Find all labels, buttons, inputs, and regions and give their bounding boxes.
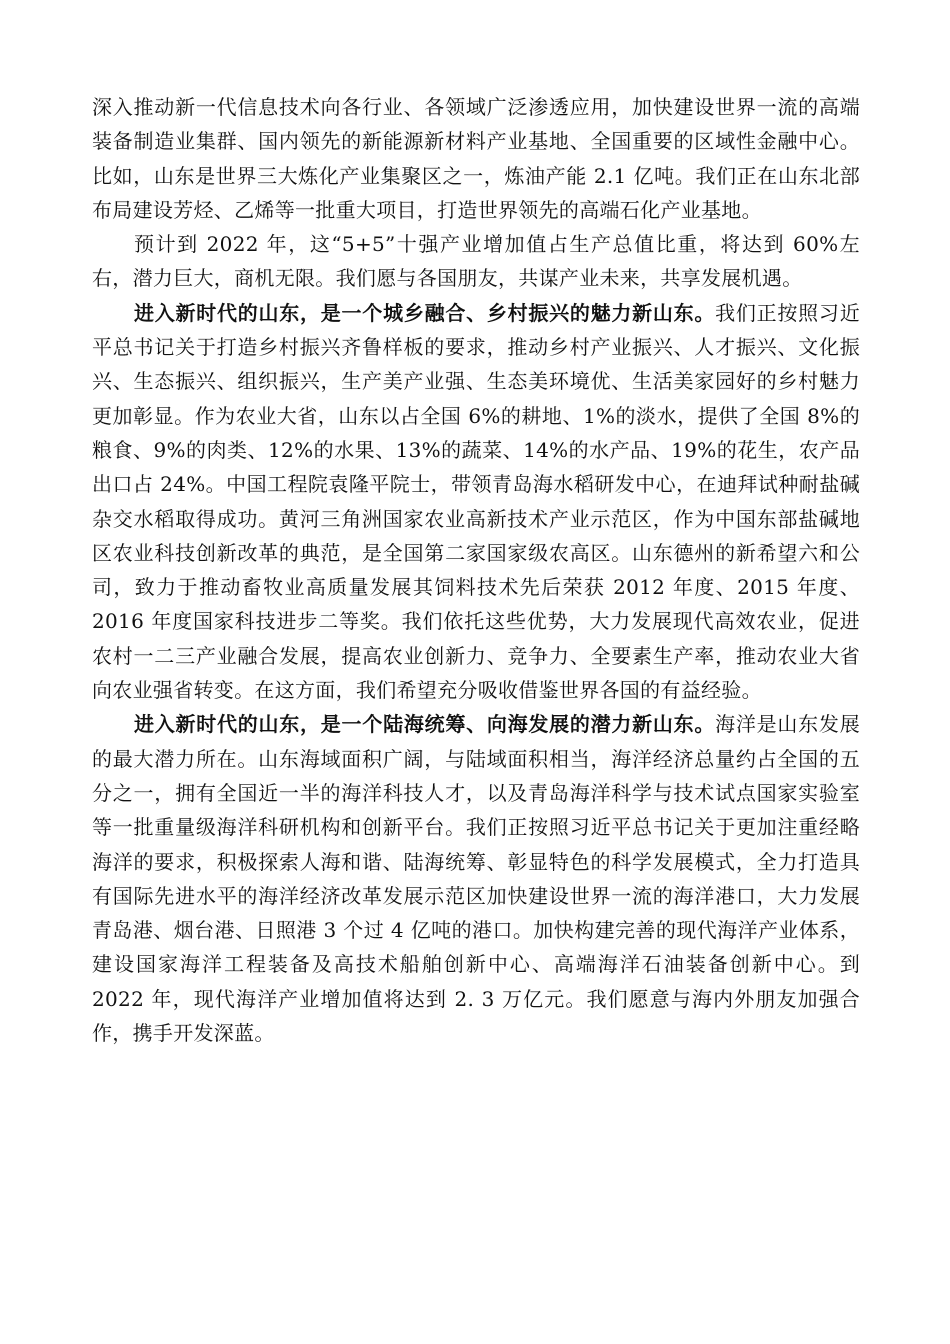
paragraph-text: 我们正按照习近平总书记关于打造乡村振兴齐鲁样板的要求，推动乡村产业振兴、人才振兴、文化振兴、生态振兴、组织振兴，生产美产业强、生态美环境优、生活美家园好的乡村魅力更加彰显。作为农业大省，山东以占全国 6%的耕地、1%的淡水，提供了全国 8%的粮食、9%的肉类、12%的水果、13%的蔬菜、14%的水产品、19%的花生，农产品出口占 24%。中国工程院袁隆平院士，带领青岛海水稻研发中心，在迪拜试种耐盐碱杂交水稻取得成功。黄河三角洲国家农业高新技术产业示范区，作为中国东部盐碱地区农业科技创新改革的典范，是全国第二家国家级农高区。山东德州的新希望六和公司，致力于推动畜牧业高质量发展其饲料技术先后荣获 2012 年度、2015 年度、2016 年度国家科技进步二等奖。我们依托这些优势，大力发展现代高效农业，促进农村一二三产业融合发展，提高农业创新力、竞争力、全要素生产率，推动农业大省向农业强省转变。在这方面，我们希望充分吸收借鉴世界各国的有益经验。 — [92, 300, 860, 703]
paragraph-lead-heading: 进入新时代的山东，是一个陆海统筹、向海发展的潜力新山东。 — [134, 712, 716, 737]
paragraph-rural-revitalization — [92, 296, 860, 708]
document-page — [92, 90, 860, 1050]
paragraph-text: 预计到 2022 年，这“5+5”十强产业增加值占生产总值比重，将达到 60%左右，潜力巨大，商机无限。我们愿与各国朋友，共谋产业未来，共享发展机遇。 — [92, 232, 860, 291]
paragraph-forecast — [92, 227, 860, 296]
paragraph-marine-development — [92, 707, 860, 1050]
paragraph-text: 深入推动新一代信息技术向各行业、各领域广泛渗透应用，加快建设世界一流的高端装备制造业集群、国内领先的新能源新材料产业基地、全国重要的区域性金融中心。比如，山东是世界三大炼化产业集聚区之一，炼油产能 2.1 亿吨。我们正在山东北部布局建设芳烃、乙烯等一批重大项目，打造世界领先的高端石化产业基地。 — [92, 95, 860, 222]
paragraph-continued — [92, 90, 860, 227]
paragraph-lead-heading: 进入新时代的山东，是一个城乡融合、乡村振兴的魅力新山东。 — [134, 300, 716, 325]
paragraph-text: 海洋是山东发展的最大潜力所在。山东海域面积广阔，与陆域面积相当，海洋经济总量约占全国的五分之一，拥有全国近一半的海洋科技人才，以及青岛海洋科学与技术试点国家实验室等一批重量级海洋科研机构和创新平台。我们正按照习近平总书记关于更加注重经略海洋的要求，积极探索人海和谐、陆海统筹、彰显特色的科学发展模式，全力打造具有国际先进水平的海洋经济改革发展示范区加快建设世界一流的海洋港口，大力发展青岛港、烟台港、日照港 3 个过 4 亿吨的港口。加快构建完善的现代海洋产业体系，建设国家海洋工程装备及高技术船舶创新中心、高端海洋石油装备创新中心。到 2022 年，现代海洋产业增加值将达到 2. 3 万亿元。我们愿意与海内外朋友加强合作，携手开发深蓝。 — [92, 712, 860, 1046]
